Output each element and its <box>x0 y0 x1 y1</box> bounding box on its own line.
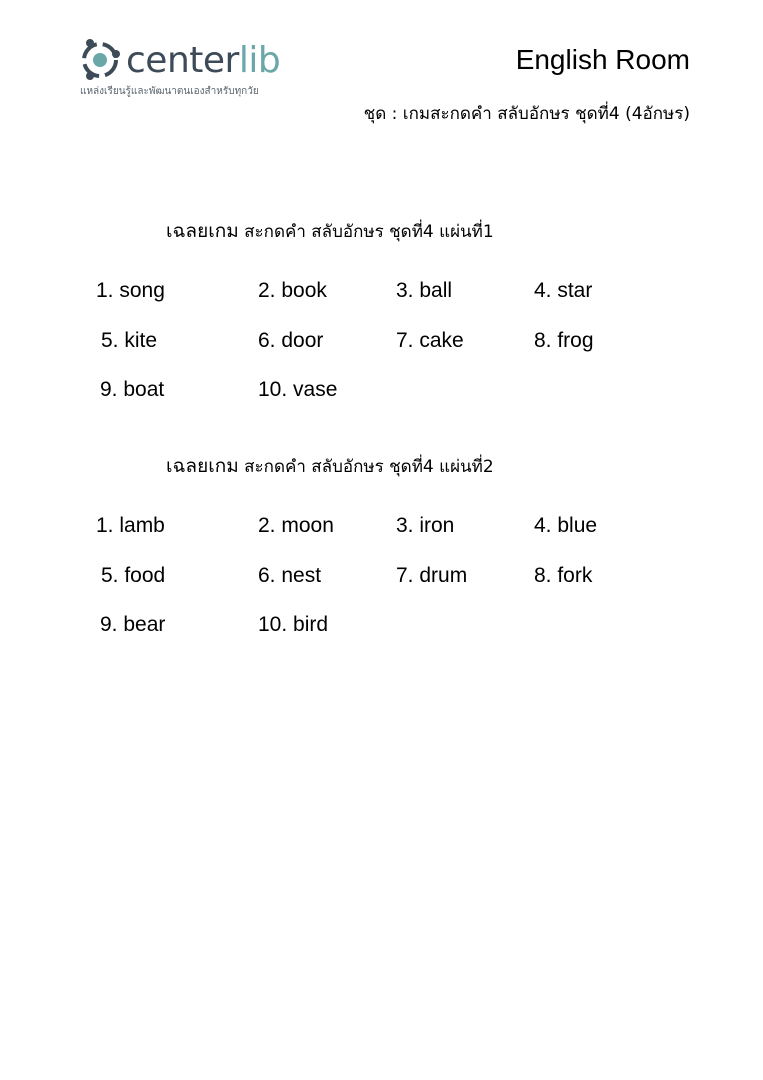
section-heading-sheet-1 <box>166 216 494 246</box>
answer-item: 10. bird <box>258 613 329 636</box>
answer-item: 3. iron <box>396 514 455 537</box>
document-subtitle: ชุด : เกมสะกดคำ สลับอักษร ชุดที่4 (4อักษร) <box>363 104 690 124</box>
logo-wordmark-lib: lib <box>238 40 281 81</box>
answer-item: 4. star <box>534 279 593 302</box>
section-heading-rest: สะกดคำ สลับอักษร ชุดที่4 แผ่นที่2 <box>238 457 494 477</box>
answer-item: 7. drum <box>396 563 468 587</box>
answer-item: 6. door <box>258 328 324 352</box>
answer-item: 2. moon <box>258 514 334 537</box>
answer-item: 9. boat <box>100 378 165 401</box>
answer-item: 8. fork <box>534 563 593 587</box>
answer-item: 1. song <box>96 279 165 302</box>
section-heading-lead: เฉลยเกม <box>166 455 239 477</box>
answer-item: 2. book <box>258 279 327 302</box>
answer-item: 10. vase <box>258 378 338 401</box>
answer-item: 8. frog <box>534 328 594 352</box>
answer-item: 7. cake <box>396 328 464 352</box>
logo-wordmark-center: center <box>126 40 239 81</box>
answer-item: 5. food <box>101 563 166 587</box>
section-heading-lead: เฉลยเกม <box>166 220 239 242</box>
answer-item: 9. bear <box>100 613 166 636</box>
section-heading-sheet-2 <box>166 451 494 481</box>
answer-item: 5. kite <box>101 328 158 352</box>
answer-item: 6. nest <box>258 563 322 587</box>
logo-wordmark <box>126 36 280 86</box>
answer-item: 3. ball <box>396 279 453 302</box>
centerlib-logo <box>78 34 308 104</box>
document-title: English Room <box>515 44 690 75</box>
section-heading-rest: สะกดคำ สลับอักษร ชุดที่4 แผ่นที่1 <box>238 222 494 242</box>
answer-item: 1. lamb <box>96 514 165 537</box>
answer-item: 4. blue <box>534 514 598 537</box>
centerlib-logo-icon <box>78 34 124 84</box>
logo-tagline: แหล่งเรียนรู้และพัฒนาตนเองสำหรับทุกวัย <box>80 86 259 97</box>
